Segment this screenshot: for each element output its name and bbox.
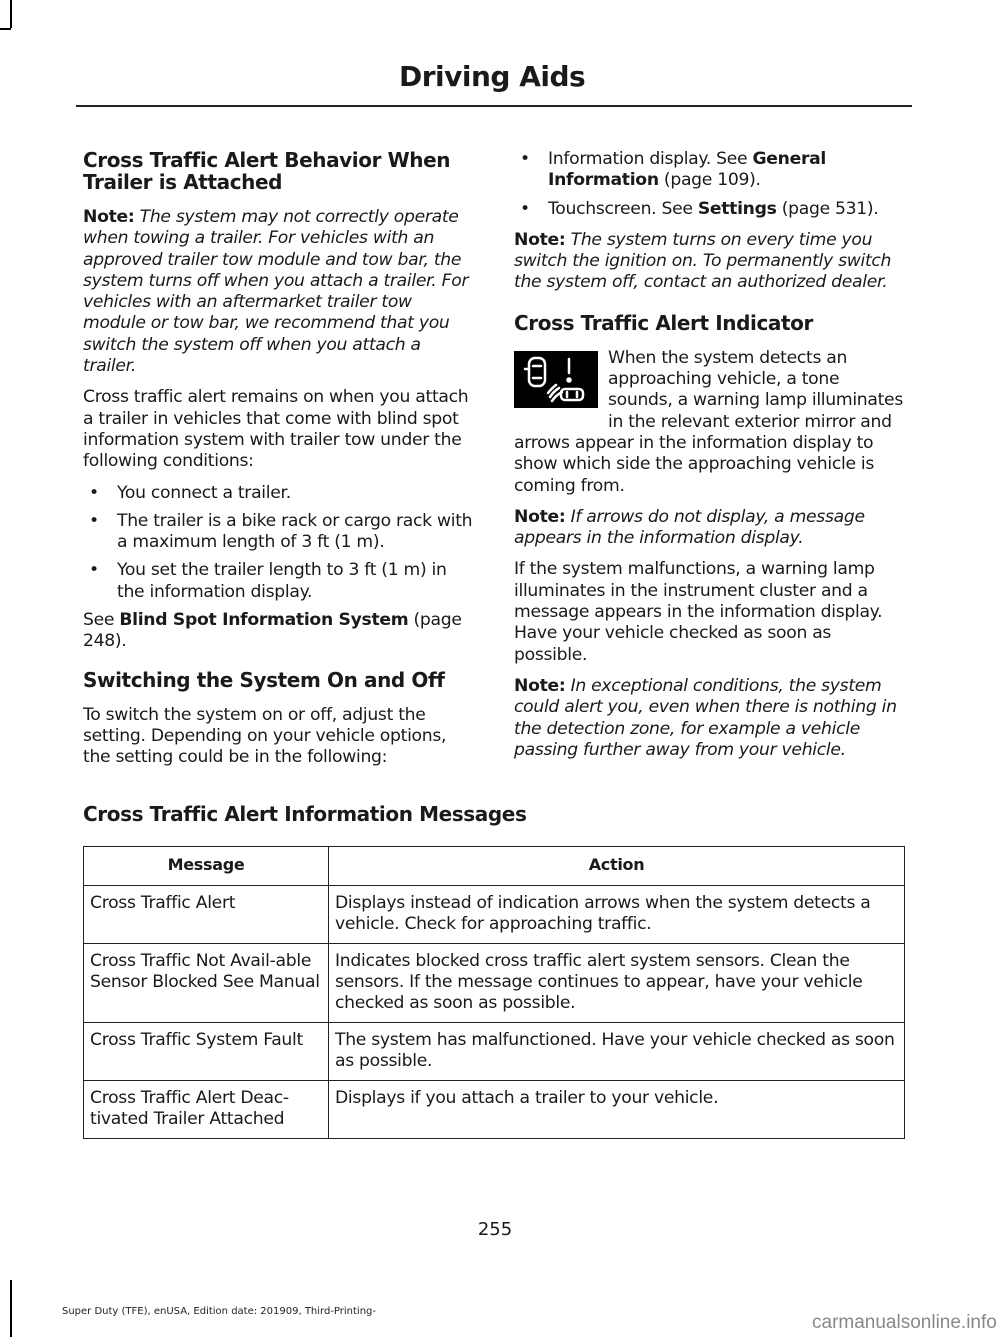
- section-heading: Cross Traffic Alert Behavior When Trailer is Attached: [83, 148, 451, 194]
- crop-mark: [0, 28, 11, 30]
- paragraph: When the system detects an approaching vehicle, a tone sounds, a warning lamp illuminates in the relevant exterior mirror and arrows appear in the information display to show which side the approaching vehicle is coming from.: [514, 347, 903, 496]
- watermark: carmanualsonline.info: [812, 1312, 997, 1333]
- note: Note: In exceptional conditions, the system could alert you, even when there is nothing in the detection zone, for example a vehicle passing further away from your vehicle.: [514, 675, 897, 760]
- header-divider: [76, 105, 912, 107]
- table-row: [84, 886, 905, 944]
- table-header-row: [84, 847, 905, 886]
- message-cell: Cross Traffic Alert Deac-tivated Trailer Attached: [84, 1081, 329, 1139]
- message-cell: Cross Traffic System Fault: [84, 1023, 329, 1081]
- see-reference: See Blind Spot Information System (page 248).: [83, 610, 462, 652]
- list-item: • You connect a trailer.: [89, 482, 291, 503]
- settings-link[interactable]: Settings: [697, 198, 777, 219]
- left-column: [83, 149, 475, 779]
- paragraph: To switch the system on or off, adjust the setting. Depending on your vehicle options, the setting could be in the following:: [83, 704, 447, 768]
- note: Note: The system turns on every time you switch the ignition on. To permanently switch the system off, contact an authorized dealer.: [514, 229, 892, 293]
- crop-mark: [10, 0, 12, 28]
- table-title: Cross Traffic Alert Information Messages: [83, 802, 527, 826]
- action-cell: The system has malfunctioned. Have your vehicle checked as soon as possible.: [329, 1023, 905, 1081]
- note: Note: If arrows do not display, a message appears in the information display.: [514, 506, 865, 549]
- page-number: 255: [477, 1219, 513, 1240]
- paragraph: If the system malfunctions, a warning lamp illuminates in the instrument cluster and a message appears in the information display. Have your vehicle checked as soon as possible.: [514, 559, 883, 665]
- column-header: Action: [329, 847, 905, 886]
- paragraph: Cross traffic alert remains on when you attach a trailer in vehicles that come with blind spot information system with trailer tow under the following conditions:: [83, 387, 469, 472]
- table-row: [84, 1081, 905, 1139]
- action-cell: Indicates blocked cross traffic alert system sensors. Clean the sensors. If the message continues to appear, have your vehicle checked as soon as possible.: [329, 944, 905, 1023]
- list-item: • The trailer is a bike rack or cargo rack with a maximum length of 3 ft (1 m).: [89, 510, 473, 553]
- edition-footer: Super Duty (TFE), enUSA, Edition date: 201909, Third-Printing-: [62, 1306, 377, 1317]
- list-item: • Touchscreen. See Settings (page 531).: [520, 198, 879, 219]
- table-row: [84, 1023, 905, 1081]
- crop-mark: [10, 1280, 12, 1337]
- general-information-link[interactable]: General Information: [548, 149, 827, 191]
- cross-traffic-alert-icon: [514, 351, 598, 408]
- action-cell: Displays if you attach a trailer to your vehicle.: [329, 1081, 905, 1139]
- list-item: • You set the trailer length to 3 ft (1 m) in the information display.: [89, 560, 447, 602]
- message-cell: Cross Traffic Not Avail-able Sensor Blocked See Manual: [84, 944, 329, 1023]
- note: Note: The system may not correctly operate when towing a trailer. For vehicles with an approved trailer tow module and tow bar, the system turns off when you attach a trailer. For vehicles with an aftermarket trailer tow module or tow bar, we recommend that you switch the system off when you attach a trailer.: [83, 207, 469, 377]
- column-header: Message: [84, 847, 329, 886]
- section-heading: Switching the System On and Off: [83, 667, 445, 692]
- blind-spot-link[interactable]: Blind Spot Information System: [119, 610, 409, 631]
- messages-table: [83, 846, 905, 1139]
- message-cell: Cross Traffic Alert: [84, 886, 329, 944]
- action-cell: Displays instead of indication arrows when the system detects a vehicle. Check for approaching traffic.: [329, 886, 905, 944]
- section-heading: Cross Traffic Alert Indicator: [514, 310, 813, 335]
- right-column: [514, 149, 908, 771]
- table-row: [84, 944, 905, 1023]
- page-header-title: Driving Aids: [399, 60, 586, 93]
- list-item: • Information display. See General Information (page 109).: [520, 149, 827, 191]
